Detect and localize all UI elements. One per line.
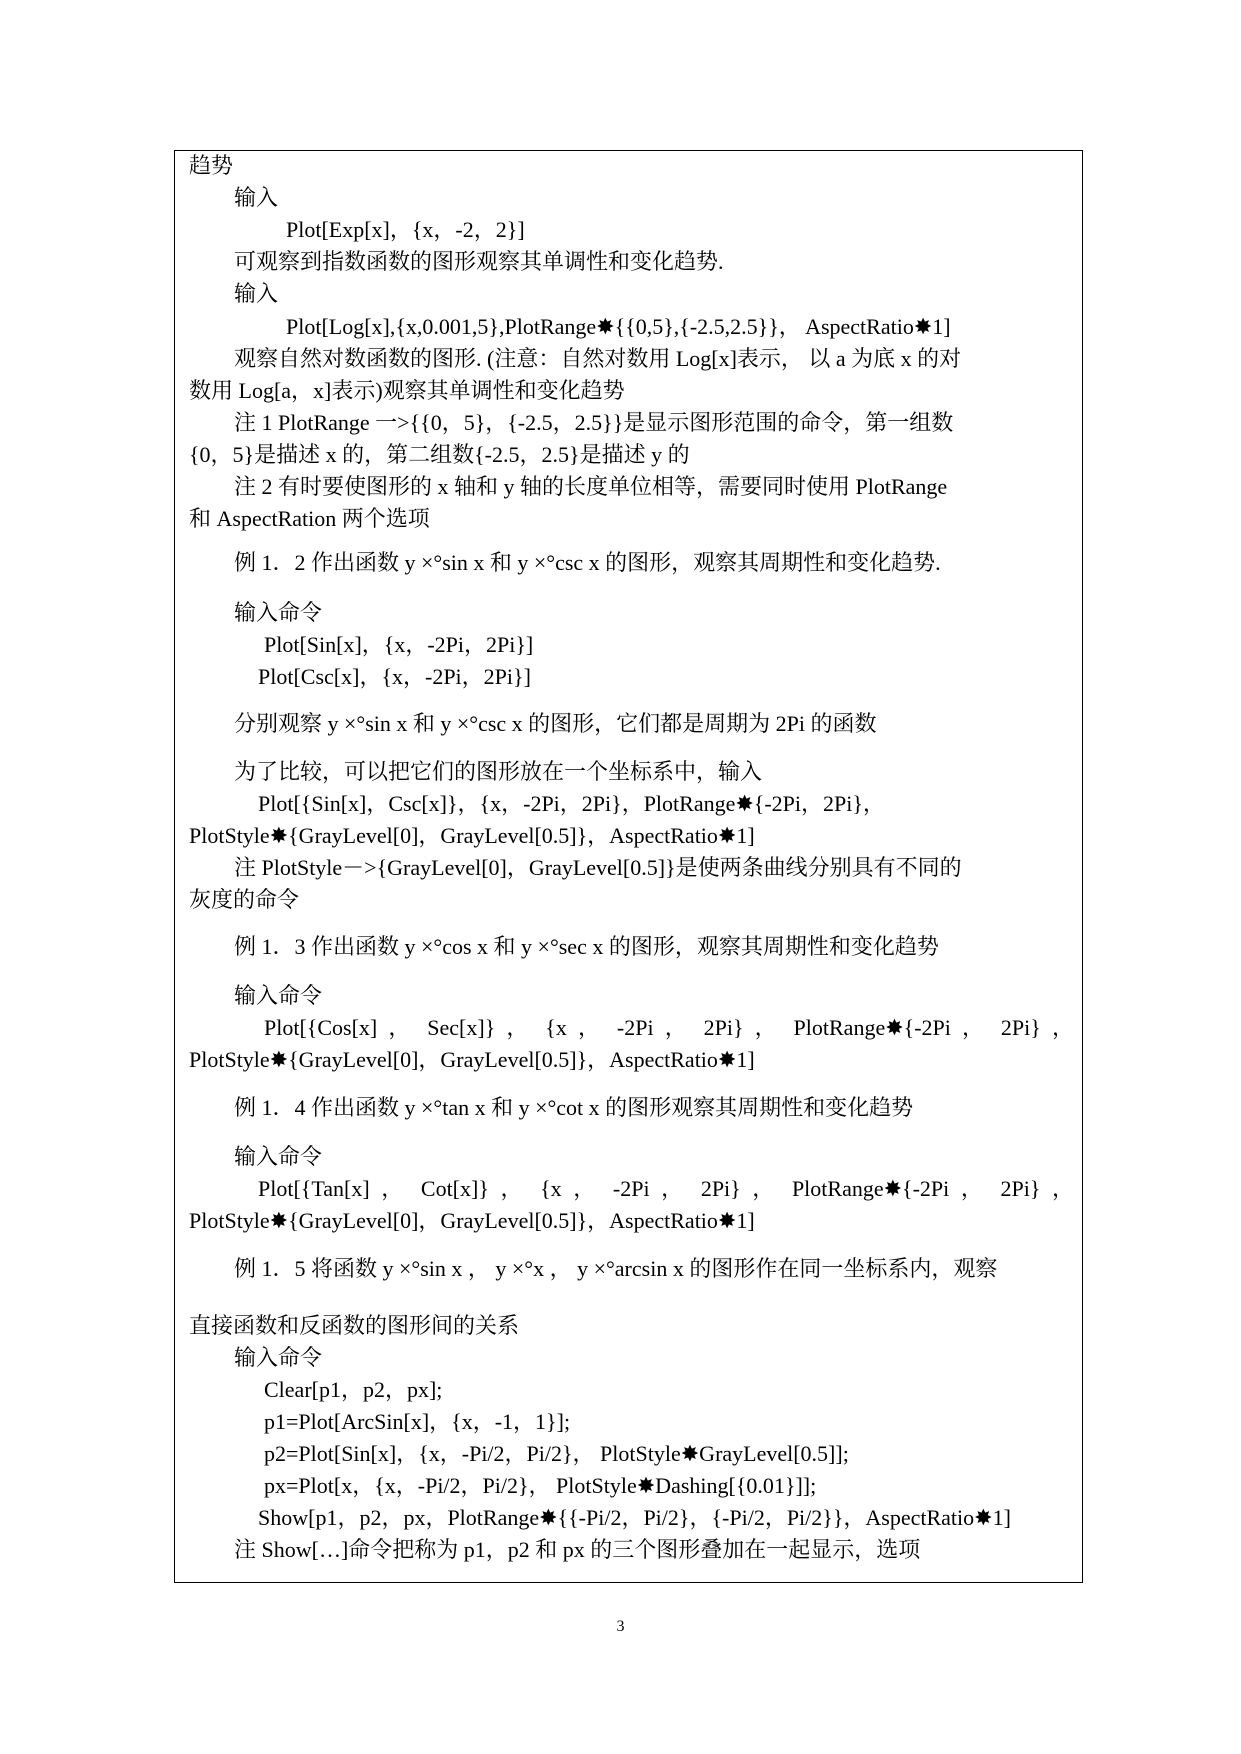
text-line: 输入 [234, 185, 279, 210]
text-line: 数用 Log[a，x]表示)观察其单调性和变化趋势 [189, 378, 625, 403]
example-heading: 例 1．4 作出函数 y ×°tan x 和 y ×°cot x 的图形观察其周期性和变化趋势 [234, 1095, 914, 1120]
text-line: 和 AspectRation 两个选项 [189, 506, 430, 531]
example-heading: 例 1．3 作出函数 y ×°cos x 和 y ×°sec x 的图形，观察其周期性和变化趋势 [234, 934, 939, 959]
code-line: Plot[{Sin[x]，Csc[x]}，{x，-2Pi，2Pi}，PlotRange✸{-2Pi，2Pi}， [258, 791, 885, 816]
text-line: 输入命令 [234, 1144, 323, 1169]
text-line: {0，5}是描述 x 的，第二组数{-2.5，2.5}是描述 y 的 [189, 442, 690, 467]
code-line: Show[p1，p2，px，PlotRange✸{{-Pi/2，Pi/2}，{-Pi/2，Pi/2}}，AspectRatio✸1] [258, 1505, 1011, 1530]
code-line: p2=Plot[Sin[x]，{x，-Pi/2，Pi/2}， PlotStyle✸GrayLevel[0.5]]; [264, 1441, 849, 1466]
text-line: 输入命令 [234, 1345, 323, 1370]
code-line: p1=Plot[ArcSin[x]，{x，-1，1}]; [264, 1409, 571, 1434]
code-line: PlotStyle✸{GrayLevel[0]，GrayLevel[0.5]}，AspectRatio✸1] [189, 1047, 755, 1072]
code-line: Plot[Log[x],{x,0.001,5},PlotRange✸{{0,5},{-2.5,2.5}}， AspectRatio✸1] [286, 314, 951, 339]
text-line: 输入命令 [234, 600, 323, 625]
example-heading: 例 1．2 作出函数 y ×°sin x 和 y ×°csc x 的图形，观察其周期性和变化趋势. [234, 550, 941, 575]
text-line: 输入 [234, 281, 279, 306]
text-line: 可观察到指数函数的图形观察其单调性和变化趋势. [234, 249, 724, 274]
code-line: Plot[Exp[x]，{x，-2，2}] [286, 217, 525, 242]
page-number: 3 [616, 1618, 625, 1635]
code-line: PlotStyle✸{GrayLevel[0]，GrayLevel[0.5]}，AspectRatio✸1] [189, 1208, 755, 1233]
code-line: PlotStyle✸{GrayLevel[0]，GrayLevel[0.5]}，AspectRatio✸1] [189, 823, 755, 848]
note-line: 注 PlotStyle－>{GrayLevel[0]，GrayLevel[0.5]}是使两条曲线分别具有不同的 [234, 855, 962, 880]
text-line: 为了比较，可以把它们的图形放在一个坐标系中，输入 [234, 759, 763, 784]
text-line: 趋势 [189, 153, 234, 178]
text-line: 分别观察 y ×°sin x 和 y ×°csc x 的图形，它们都是周期为 2Pi 的函数 [234, 711, 877, 736]
code-line: Plot[Csc[x]，{x，-2Pi，2Pi}] [258, 664, 531, 689]
text-line: 观察自然对数函数的图形. (注意：自然对数用 Log[x]表示， 以 a 为底 x 的对 [234, 346, 962, 371]
text-line: 输入命令 [234, 983, 323, 1008]
text-line: 直接函数和反函数的图形间的关系 [189, 1313, 520, 1338]
code-line: px=Plot[x，{x，-Pi/2，Pi/2}， PlotStyle✸Dashing[{0.01}]]; [264, 1473, 817, 1498]
note-line: 注 1 PlotRange 一>{{0，5}，{-2.5，2.5}}是显示图形范围的命令，第一组数 [234, 410, 954, 435]
code-line: Plot[{Tan[x] ， Cot[x]} ， {x ， -2Pi ， 2Pi} ， PlotRange✸{-2Pi ， 2Pi} ， [258, 1176, 1074, 1201]
note-line: 注 2 有时要使图形的 x 轴和 y 轴的长度单位相等，需要同时使用 PlotRange [234, 474, 948, 499]
document-table-cell [174, 150, 1083, 1583]
code-line: Plot[{Cos[x] ， Sec[x]} ， {x ， -2Pi ， 2Pi} ， PlotRange✸{-2Pi ， 2Pi} ， [264, 1015, 1074, 1040]
text-line: 灰度的命令 [189, 887, 300, 912]
code-line: Plot[Sin[x]，{x，-2Pi，2Pi}] [264, 632, 534, 657]
note-line: 注 Show[…]命令把称为 p1，p2 和 px 的三个图形叠加在一起显示，选项 [234, 1537, 921, 1562]
code-line: Clear[p1，p2，px]; [264, 1377, 443, 1402]
example-heading: 例 1．5 将函数 y ×°sin x ， y ×°x ， y ×°arcsin x 的图形作在同一坐标系内，观察 [234, 1256, 998, 1281]
